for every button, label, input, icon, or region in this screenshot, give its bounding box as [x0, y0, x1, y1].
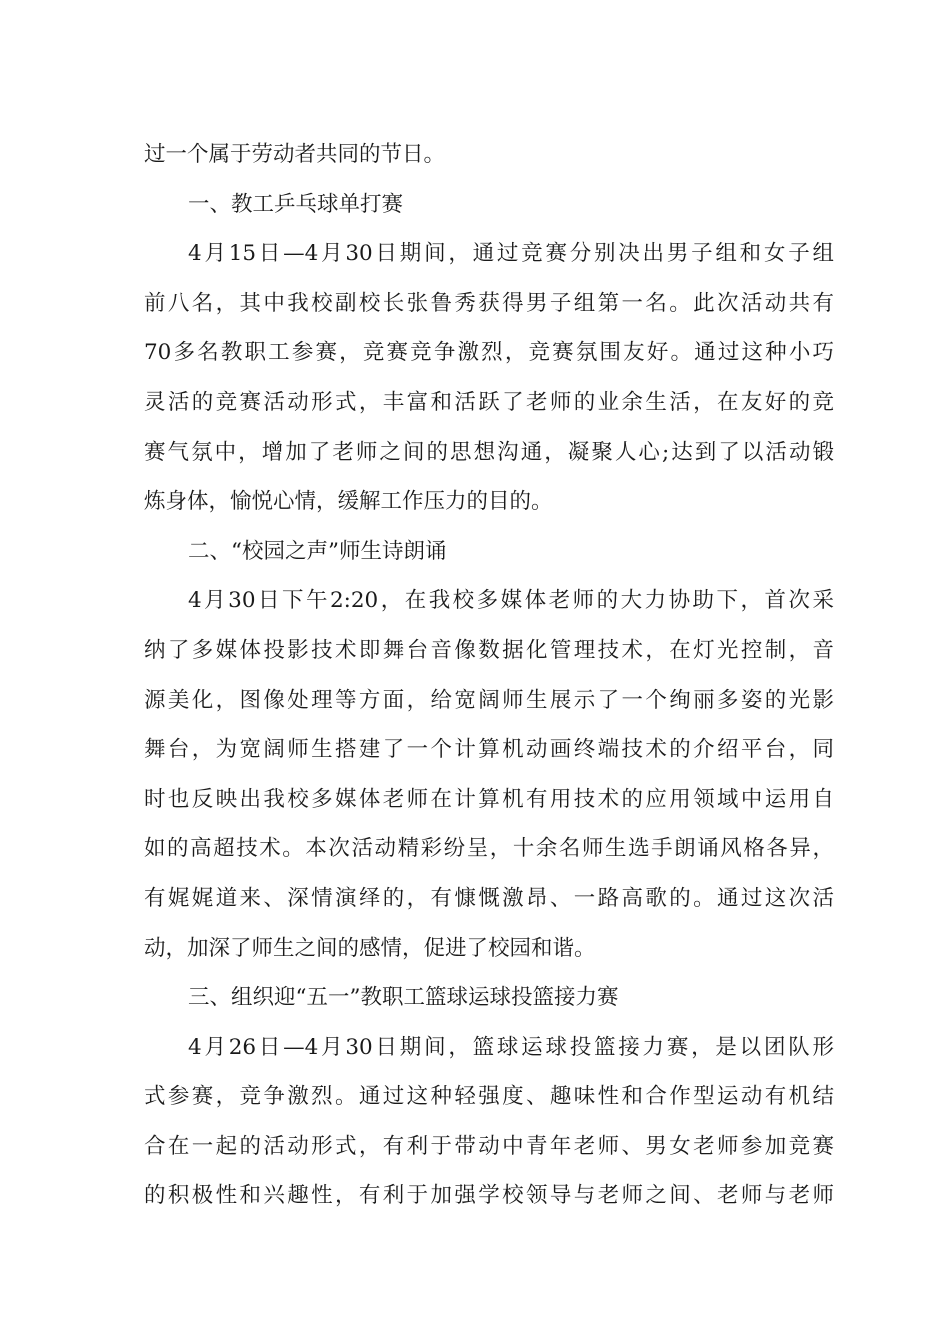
paragraph-line: 纳了多媒体投影技术即舞台音像数据化管理技术，在灯光控制，音: [144, 637, 834, 663]
section-heading: 二、“校园之声”师生诗朗诵: [188, 538, 447, 564]
paragraph-line: 源美化，图像处理等方面，给宽阔师生展示了一个绚丽多姿的光影: [144, 687, 834, 713]
document-body: [144, 130, 834, 1221]
paragraph-line: 合在一起的活动形式，有利于带动中青年老师、男女老师参加竞赛: [144, 1133, 834, 1159]
paragraph-line: 赛气氛中，增加了老师之间的思想沟通，凝聚人心;达到了以活动锻: [144, 439, 834, 465]
section-heading: 一、教工乒乓球单打赛: [188, 191, 404, 217]
paragraph-line: 4月30日下午2:20，在我校多媒体老师的大力协助下，首次采: [188, 588, 834, 614]
paragraph-line: 如的高超技术。本次活动精彩纷呈，十余名师生选手朗诵风格各异，: [144, 836, 834, 862]
paragraph-line: 时也反映出我校多媒体老师在计算机有用技术的应用领域中运用自: [144, 786, 834, 812]
paragraph-line: 有娓娓道来、深情演绎的，有慷慨激昂、一路高歌的。通过这次活: [144, 885, 834, 911]
section-heading: 三、组织迎“五一”教职工篮球运球投篮接力赛: [188, 985, 619, 1011]
paragraph-line: 过一个属于劳动者共同的节日。: [144, 142, 446, 167]
paragraph-line: 70多名教职工参赛，竞赛竞争激烈，竞赛氛围友好。通过这种小巧: [144, 340, 834, 366]
paragraph-line: 动，加深了师生之间的感情，促进了校园和谐。: [144, 935, 596, 961]
paragraph-line: 4月26日—4月30日期间，篮球运球投篮接力赛，是以团队形: [188, 1034, 834, 1060]
paragraph-line: 的积极性和兴趣性，有利于加强学校领导与老师之间、老师与老师: [144, 1183, 834, 1209]
paragraph-line: 4月15日—4月30日期间，通过竞赛分别决出男子组和女子组: [188, 241, 834, 267]
paragraph-line: 式参赛，竞争激烈。通过这种轻强度、趣味性和合作型运动有机结: [144, 1084, 834, 1110]
paragraph-line: 灵活的竞赛活动形式，丰富和活跃了老师的业余生活，在友好的竞: [144, 389, 834, 415]
paragraph-line: 前八名，其中我校副校长张鲁秀获得男子组第一名。此次活动共有: [144, 290, 834, 316]
paragraph-line: 炼身体，愉悦心情，缓解工作压力的目的。: [144, 489, 553, 515]
paragraph-line: 舞台，为宽阔师生搭建了一个计算机动画终端技术的介绍平台，同: [144, 737, 834, 763]
